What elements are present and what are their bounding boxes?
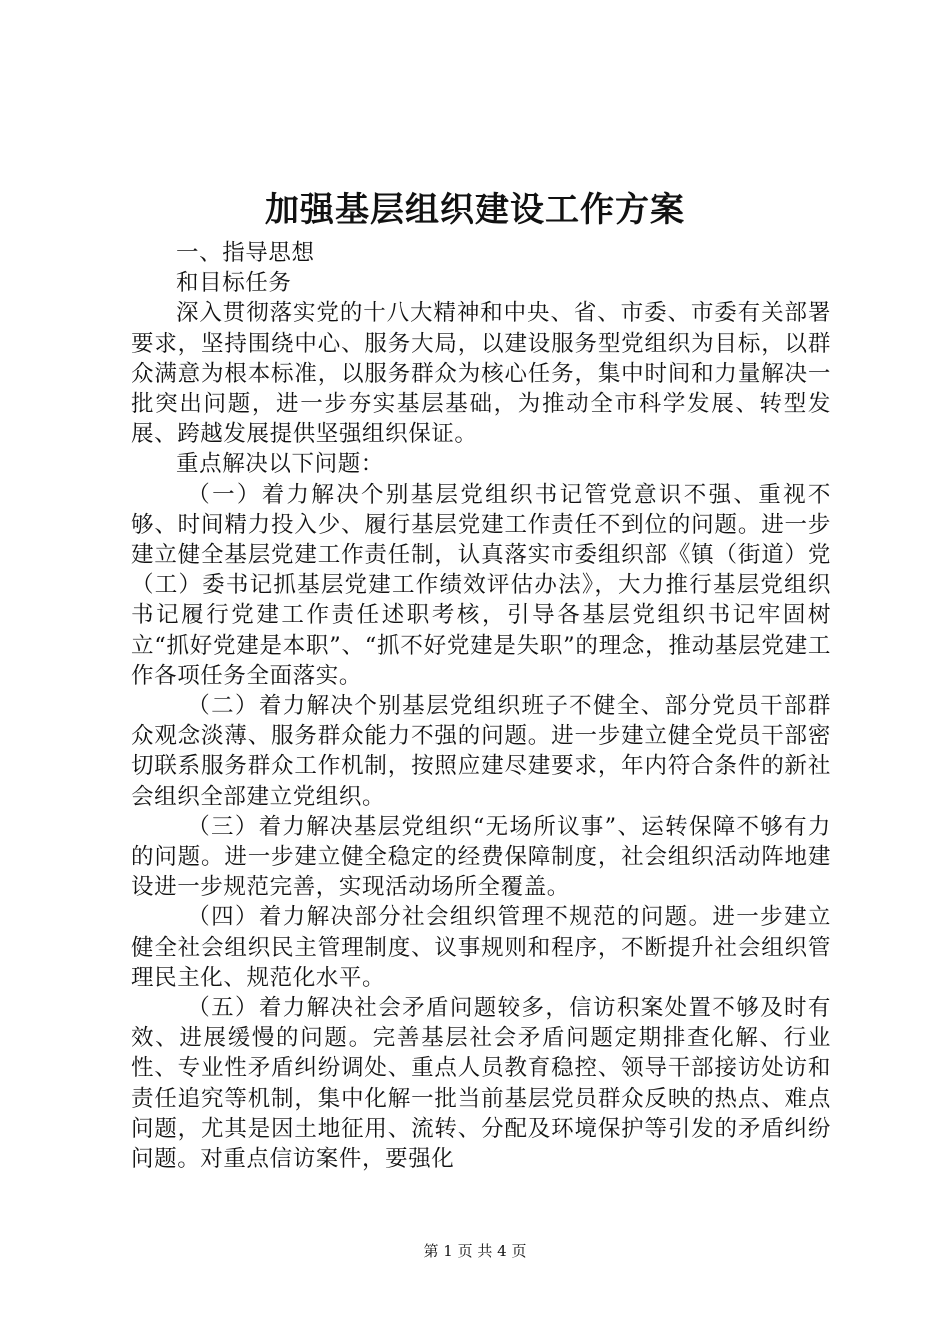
problem-item-4: （四）着力解决部分社会组织管理不规范的问题。进一步建立健全社会组织民主管理制度、议事规则和程序，不断提升社会组织管理民主化、规范化水平。 bbox=[131, 904, 831, 991]
problems-heading: 重点解决以下问题： bbox=[176, 451, 384, 478]
document-title: 加强基层组织建设工作方案 bbox=[265, 190, 685, 230]
problem-item-1: （一）着力解决个别基层党组织书记管党意识不强、重视不够、时间精力投入少、履行基层党建工作责任不到位的问题。进一步建立健全基层党建工作责任制，认真落实市委组织部《镇（街道）党（工）委书记抓基层党建工作绩效评估办法》，大力推行基层党组织书记履行党建工作责任述职考核，引导各基层党组织书记牢固树立“抓好党建是本职”、“抓不好党建是失职”的理念，推动基层党建工作各项任务全面落实。 bbox=[131, 481, 831, 689]
heading-guiding-ideology: 一、指导思想 bbox=[176, 240, 315, 266]
problem-item-5: （五）着力解决社会矛盾问题较多，信访积案处置不够及时有效、进展缓慢的问题。完善基层社会矛盾问题定期排查化解、行业性、专业性矛盾纠纷调处、重点人员教育稳控、领导干部接访处访和责任追究等机制，集中化解一批当前基层党员群众反映的热点、难点问题，尤其是因土地征用、流转、分配及环境保护等引发的矛盾纠纷问题。对重点信访案件，要强化 bbox=[131, 995, 831, 1173]
problem-item-2: （二）着力解决个别基层党组织班子不健全、部分党员干部群众观念淡薄、服务群众能力不强的问题。进一步建立健全党员干部密切联系服务群众工作机制，按照应建尽建要求，年内符合条件的新社会组织全部建立党组织。 bbox=[131, 693, 831, 810]
problem-item-3: （三）着力解决基层党组织“无场所议事”、运转保障不够有力的问题。进一步建立健全稳定的经费保障制度，社会组织活动阵地建设进一步规范完善，实现活动场所全覆盖。 bbox=[131, 813, 831, 901]
page-footer: 第 1 页 共 4 页 bbox=[423, 1242, 527, 1260]
heading-goals-tasks: 和目标任务 bbox=[176, 270, 292, 297]
intro-paragraph: 深入贯彻落实党的十八大精神和中央、省、市委、市委有关部署要求，坚持围绕中心、服务大局，以建设服务型党组织为目标，以群众满意为根本标准，以服务群众为核心任务，集中时间和力量解决一批突出问题，进一步夯实基层基础，为推动全市科学发展、转型发展、跨越发展提供坚强组织保证。 bbox=[131, 300, 831, 448]
document-body bbox=[131, 238, 831, 1174]
